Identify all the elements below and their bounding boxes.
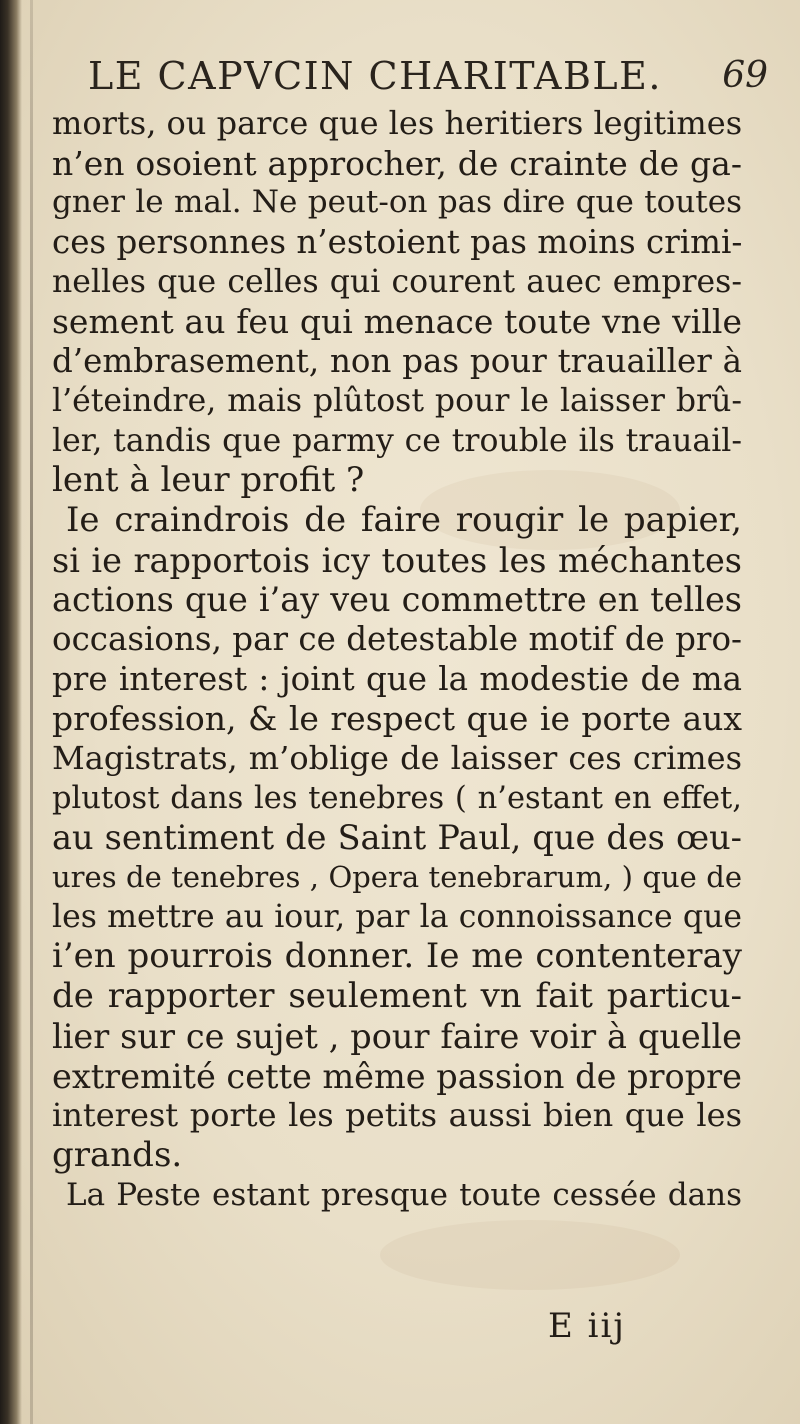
body-text: [52, 104, 742, 1215]
text-line: de rapporter seulement vn fait particu-: [52, 976, 742, 1017]
text-line: morts, ou parce que les heritiers legitimes: [52, 104, 743, 142]
text-line: plutost dans les tenebres ( n’estant en effet,: [52, 780, 742, 816]
text-line: si ie rapportois icy toutes les méchantes: [52, 540, 742, 580]
text-line: sement au feu qui menace toute vne ville: [52, 302, 742, 342]
text-line: Ie craindrois de faire rougir le papier,: [66, 499, 742, 540]
text-line: grands.: [52, 1134, 183, 1175]
text-line: ces personnes n’estoient pas moins crimi-: [52, 223, 743, 262]
running-head: LE CAPVCIN CHARITABLE.: [88, 54, 662, 98]
text-line: extremité cette même passion de propre: [52, 1056, 742, 1096]
text-line: interest porte les petits aussi bien que les: [52, 1096, 742, 1135]
text-line: La Peste estant presque toute cessée dans: [66, 1176, 742, 1213]
text-line: d’embrasement, non pas pour trauailler à: [52, 342, 742, 381]
text-line: pre interest : joint que la modestie de ma: [52, 659, 742, 698]
signature-mark: E iij: [548, 1306, 626, 1346]
text-line: lent à leur profit ?: [52, 460, 365, 501]
text-line: n’en osoient approcher, de crainte de ga-: [52, 143, 742, 183]
text-line: gner le mal. Ne peut-on pas dire que toutes: [52, 184, 742, 221]
text-line: Magistrats, m’oblige de laisser ces crimes: [52, 739, 742, 777]
page-header: [88, 48, 768, 104]
text-line: ler, tandis que parmy ce trouble ils trauail-: [52, 422, 742, 459]
text-line: actions que i’ay veu commettre en telles: [52, 580, 742, 620]
text-line: ures de tenebres , Opera tenebrarum, ) que de: [52, 860, 742, 895]
text-line: profession, & le respect que ie porte aux: [52, 699, 742, 739]
text-line: l’éteindre, mais plûtost pour le laisser brû-: [52, 382, 742, 419]
gutter-line: [30, 0, 33, 1424]
page-number: 69: [722, 55, 768, 96]
text-line: lier sur ce sujet , pour faire voir à quelle: [52, 1016, 742, 1056]
text-line: au sentiment de Saint Paul, que des œu-: [52, 818, 742, 858]
book-spine-shadow: [0, 0, 22, 1424]
text-line: i’en pourrois donner. Ie me contenteray: [52, 936, 742, 977]
paper-stain: [380, 1220, 680, 1290]
text-line: nelles que celles qui courent auec empres-: [52, 263, 742, 300]
text-line: les mettre au iour, par la connoissance que: [52, 898, 742, 935]
text-line: occasions, par ce detestable motif de pro-: [52, 619, 742, 658]
